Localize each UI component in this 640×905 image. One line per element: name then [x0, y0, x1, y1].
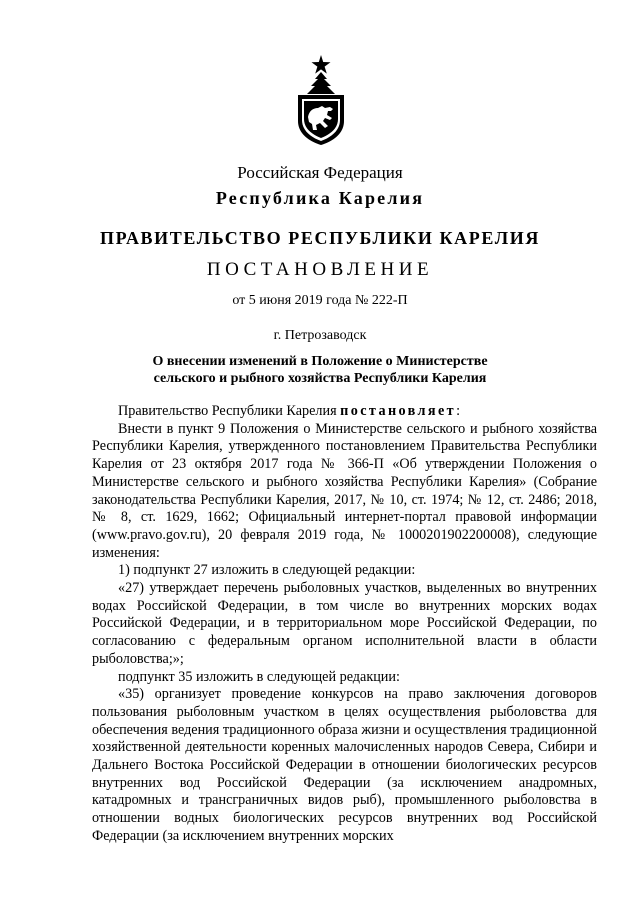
country-name: Российская Федерация — [237, 163, 403, 182]
document-date-number: от 5 июня 2019 года № 222-П — [232, 293, 408, 308]
document-type: ПОСТАНОВЛЕНИЕ — [206, 259, 434, 280]
republic-name: Республика Карелия — [215, 188, 425, 208]
intro-resolves: постановляет — [340, 403, 457, 419]
subject-line-2: сельского и рыбного хозяйства Республики Карелия — [153, 371, 487, 386]
document-subject — [0, 353, 640, 387]
body-paragraph: «27) утверждает перечень рыболовных участков, выделенных во внутренних водах Российской Федерации, в том числе во внутренних морских водах Российской Федерации, и в территориальном море Российской Федерации, по согласованию с федеральным органом исполнительной власти в области рыболовства;»; — [92, 580, 597, 667]
document-city: г. Петрозаводск — [273, 328, 367, 343]
body-paragraph: Внести в пункт 9 Положения о Министерстве сельского и рыбного хозяйства Республики Карелия, утвержденного постановлением Правительства Республики Карелия от 23 октября 2017 года № 366-П «Об утверждении Положения о Министерстве сельского и рыбного хозяйства Республики Карелия» (Собрание законодательства Республики Карелия, 2017, № 10, ст. 1974; № 12, ст. 2486; 2018, № 8, ст. 1629, 1662; Официальный интернет-портал правовой информации (www.pravo.gov.ru), 20 февраля 2019 года, № 1000201902200008), следующие изменения: — [92, 420, 597, 561]
body-paragraph: подпункт 35 изложить в следующей редакции: — [118, 668, 400, 685]
government-title: ПРАВИТЕЛЬСТВО РЕСПУБЛИКИ КАРЕЛИЯ — [100, 228, 540, 248]
document-body — [92, 403, 597, 846]
body-paragraph: 1) подпункт 27 изложить в следующей редакции: — [118, 562, 416, 579]
intro-suffix: : — [456, 403, 461, 419]
subject-line-1: О внесении изменений в Положение о Министерстве — [152, 354, 488, 369]
intro-prefix: Правительство Республики Карелия — [118, 403, 341, 419]
karelia-coat-of-arms-icon — [294, 55, 348, 145]
intro-paragraph — [92, 403, 597, 421]
body-paragraph: «35) организует проведение конкурсов на право заключения договоров пользования рыболовным участком в целях осуществления рыболовства для обеспечения ведения традиционного образа жизни и осуществления традиционной хозяйственной деятельности коренных малочисленных народов Севера, Сибири и Дальнего Востока Российской Федерации в отношении биологических ресурсов внутренних вод Российской Федерации (за исключением анадромных, катадромных и трансграничных видов рыб), промышленного рыболовства в отношении водных биологических ресурсов внутренних вод Российской Федерации (за исключением внутренних морских — [92, 686, 597, 844]
